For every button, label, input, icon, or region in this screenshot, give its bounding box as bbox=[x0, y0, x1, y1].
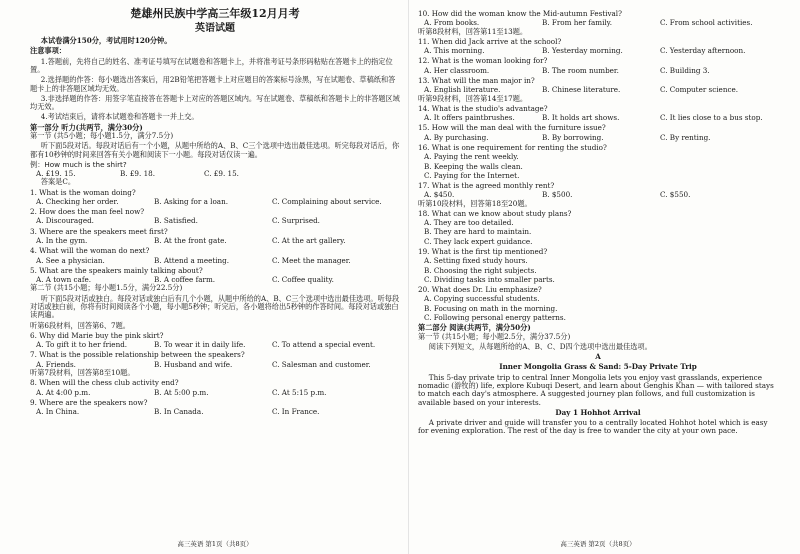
option: C. Complaining about service. bbox=[272, 196, 382, 206]
option: A. In China. bbox=[36, 407, 80, 417]
question-text: 8. When will the chess club activity end? bbox=[30, 378, 179, 388]
question-text: 2. How does the man feel now? bbox=[30, 207, 145, 217]
options-row bbox=[36, 341, 400, 349]
option: B. The room number. bbox=[542, 65, 619, 75]
options-row bbox=[424, 114, 778, 122]
question-text: 18. What can we know about study plans? bbox=[418, 208, 572, 218]
option: B. Choosing the right subjects. bbox=[424, 265, 537, 275]
question-text: 16. What is one requirement for renting the studio? bbox=[418, 142, 607, 152]
option: B. Focusing on math in the morning. bbox=[424, 303, 558, 313]
option: A. A town cafe. bbox=[36, 275, 92, 285]
options-stack bbox=[418, 257, 778, 284]
option: A. English literature. bbox=[424, 85, 501, 95]
options-row bbox=[36, 217, 400, 225]
option: C. £9. 15. bbox=[204, 169, 239, 179]
question-text: 6. Why did Marie buy the pink skirt? bbox=[30, 330, 164, 340]
options-row bbox=[36, 257, 400, 265]
option: B. In Canada. bbox=[154, 407, 204, 417]
exam-title: 楚雄州民族中学高三年级12月月考 bbox=[130, 7, 300, 20]
option: C. From school activities. bbox=[660, 18, 753, 28]
options-row bbox=[36, 237, 400, 245]
option: B. Keeping the walls clean. bbox=[424, 161, 523, 171]
option: A. From books. bbox=[424, 18, 480, 28]
option: A. It offers paintbrushes. bbox=[424, 113, 515, 123]
option: B. $500. bbox=[542, 190, 573, 200]
option: A. Paying the rent weekly. bbox=[424, 152, 519, 162]
question-text: 9. Where are the speakers now? bbox=[30, 397, 148, 407]
option: A. Discouraged. bbox=[36, 216, 94, 226]
option: A. $450. bbox=[424, 190, 455, 200]
option: C. Computer science. bbox=[660, 85, 739, 95]
option: B. Husband and wife. bbox=[154, 359, 233, 369]
page-footer: 高三英语 第1页（共8页） bbox=[177, 539, 253, 548]
day1-title: Day 1 Hohhot Arrival bbox=[555, 407, 641, 417]
option: B. From her family. bbox=[542, 18, 613, 28]
options-row bbox=[424, 47, 778, 55]
option: A. This morning. bbox=[424, 46, 485, 56]
right-page bbox=[418, 0, 778, 554]
option: C. It lies close to a bus stop. bbox=[660, 113, 763, 123]
option: A. To gift it to her friend. bbox=[36, 340, 128, 350]
reading-section1-desc: 阅读下列短文，从每题所给的A、B、C、D四个选项中选出最佳选项。 bbox=[428, 341, 652, 351]
option: C. In France. bbox=[272, 407, 320, 417]
material-label: 听第9段材料，回答第14至17题。 bbox=[418, 93, 528, 103]
page-divider bbox=[408, 0, 409, 554]
option: B. Asking for a loan. bbox=[154, 196, 229, 206]
part1-heading: 第一部分 听力(共两节，满分30分) bbox=[30, 122, 143, 132]
option: C. Surprised. bbox=[272, 216, 320, 226]
section2-heading: 第二节 (共15小题；每小题1.5分，满分22.5分) bbox=[30, 283, 183, 293]
option: B. Chinese literature. bbox=[542, 85, 621, 95]
option: C. By renting. bbox=[660, 132, 711, 142]
options-row bbox=[36, 389, 400, 397]
passage-paragraph: This 5-day private trip to central Inner Mongolia lets you enjoy vast grasslands, experience nomadic (游牧的) life, explore Kubuqi Desert, and learn about Genghis Khan — with tailored stays to match each day's atmosphere. A suggested journey plan follows, and full customization is available based on your interests. bbox=[418, 372, 774, 407]
question-text: 12. What is the woman looking for? bbox=[418, 56, 548, 66]
question-text: 4. What will the woman do next? bbox=[30, 246, 150, 256]
option: C. Building 3. bbox=[660, 65, 710, 75]
part2-heading: 第二部分 阅读(共两节，满分50分) bbox=[418, 323, 531, 333]
options-row bbox=[424, 67, 778, 75]
option: A. Copying successful students. bbox=[424, 294, 540, 304]
left-page bbox=[30, 0, 400, 554]
option: B. A coffee farm. bbox=[154, 275, 216, 285]
question-text: 19. What is the first tip mentioned? bbox=[418, 247, 548, 257]
option: B. Yesterday morning. bbox=[542, 46, 623, 56]
section1-heading: 第一节 (共5小题；每小题1.5分，满分7.5分) bbox=[30, 130, 174, 140]
passage-title: Inner Mongolia Grass & Sand: 5-Day Private Trip bbox=[499, 362, 697, 372]
notes-label: 注意事项： bbox=[30, 46, 66, 56]
option: C. At the art gallery. bbox=[272, 236, 346, 246]
note-item: 2.选择题的作答：每小题选出答案后，用2B铅笔把答题卡上对应题目的答案标号涂黑，写在试题卷、草稿纸和答题卡上的非答题区域均无效。 bbox=[30, 75, 396, 93]
option: A. Setting fixed study hours. bbox=[424, 256, 528, 266]
exam-intro: 本试卷满分150分，考试用时120分钟。 bbox=[40, 36, 172, 46]
section2-desc: 听下面5段对话或独白。每段对话或独白后有几个小题，从题中所给的A、B、C三个选项中选出最佳选项。听每段对话或独白前，你将有时间阅读各个小题，每小题5秒钟；听完后，各小题将给出5秒钟的作答时间。每段对话或独白读两遍。 bbox=[30, 293, 400, 320]
option: C. They lack expert guidance. bbox=[424, 236, 533, 246]
option: B. £9. 18. bbox=[120, 169, 155, 179]
question-block bbox=[30, 189, 400, 285]
option: C. Meet the manager. bbox=[272, 255, 351, 265]
options-stack bbox=[418, 295, 778, 322]
option: A. Checking her order. bbox=[36, 196, 119, 206]
option: C. To attend a special event. bbox=[272, 340, 376, 350]
question-text: 1. What is the woman doing? bbox=[30, 187, 136, 197]
options-row bbox=[36, 198, 400, 206]
option: C. Dividing tasks into smaller parts. bbox=[424, 274, 555, 284]
option: B. Attend a meeting. bbox=[154, 255, 230, 265]
option: A. By purchasing. bbox=[424, 132, 489, 142]
options-row bbox=[424, 134, 778, 142]
material-label: 听第10段材料，回答第18至20题。 bbox=[418, 198, 532, 208]
page-footer: 高三英语 第2页（共8页） bbox=[560, 539, 636, 548]
question-text: 20. What does Dr. Liu emphasize? bbox=[418, 285, 542, 295]
example-question: 例：How much is the shirt? bbox=[30, 159, 127, 169]
material-label: 听第8段材料，回答第11至13题。 bbox=[418, 26, 528, 36]
option: C. Coffee quality. bbox=[272, 275, 334, 285]
question-text: 15. How will the man deal with the furniture issue? bbox=[418, 123, 606, 133]
question-text: 17. What is the agreed monthly rent? bbox=[418, 181, 555, 191]
option: A. Her classroom. bbox=[424, 65, 490, 75]
option: B. At 5:00 p.m. bbox=[154, 387, 209, 397]
question-text: 3. Where are the speakers meet first? bbox=[30, 226, 168, 236]
option: C. Following personal energy patterns. bbox=[424, 313, 566, 322]
material-label: 听第6段材料，回答第6、7题。 bbox=[30, 320, 130, 330]
option: B. It holds art shows. bbox=[542, 113, 620, 123]
example-options bbox=[36, 170, 400, 178]
note-item: 1.答题前，先将自己的姓名、准考证号填写在试题卷和答题卡上，并将准考证号条形码粘贴在答题卡上的指定位置。 bbox=[30, 56, 393, 74]
option: B. Satisfied. bbox=[154, 216, 198, 226]
reading-section1-heading: 第一节 (共15小题；每小题2.5分，满分37.5分) bbox=[418, 331, 571, 341]
day1-text: A private driver and guide will transfer you to a centrally located Hohhot hotel which is easy for evening exploration. The rest of the day is free to wander the city at your own pace. bbox=[418, 418, 768, 436]
options-stack bbox=[418, 153, 778, 180]
option: B. To wear it in daily life. bbox=[154, 340, 246, 350]
option: A. See a physician. bbox=[36, 255, 105, 265]
option: C. Salesman and customer. bbox=[272, 359, 371, 369]
option: C. Yesterday afternoon. bbox=[660, 46, 746, 56]
option: B. They are hard to maintain. bbox=[424, 227, 532, 237]
option: C. At 5:15 p.m. bbox=[272, 387, 327, 397]
option: B. By borrowing. bbox=[542, 132, 604, 142]
option: A. At 4:00 p.m. bbox=[36, 387, 91, 397]
question-text: 13. What will the man major in? bbox=[418, 75, 535, 85]
option: A. They are too detailed. bbox=[424, 218, 514, 228]
question-text: 10. How did the woman know the Mid-autumn Festival? bbox=[418, 9, 622, 18]
section1-desc: 听下面5段对话。每段对话后有一个小题，从题中所给的A、B、C三个选项中选出最佳选项。听完每段对话后，你都有10秒钟的时间来回答有关小题和阅读下一小题。每段对话仅读一遍。 bbox=[30, 141, 400, 159]
question-text: 7. What is the possible relationship between the speakers? bbox=[30, 350, 245, 360]
passage-letter: A bbox=[595, 352, 601, 362]
question-text: 5. What are the speakers mainly talking about? bbox=[30, 265, 203, 275]
note-item: 3.非选择题的作答：用签字笔直接答在答题卡上对应的答题区域内。写在试题卷、草稿纸和答题卡上的非答题区域均无效。 bbox=[30, 93, 400, 112]
options-row bbox=[36, 408, 400, 416]
option: C. Paying for the Internet. bbox=[424, 170, 520, 180]
option: A. £19. 15. bbox=[36, 169, 76, 179]
option: C. $550. bbox=[660, 190, 691, 200]
question-text: 11. When did Jack arrive at the school? bbox=[418, 36, 562, 46]
example-answer: 答案是C。 bbox=[40, 177, 76, 187]
option: A. Friends. bbox=[36, 359, 76, 369]
question-text: 14. What is the studio's advantage? bbox=[418, 103, 548, 113]
material-label: 听第7段材料，回答第8至10题。 bbox=[30, 367, 135, 377]
note-item: 4.考试结束后，请将本试题卷和答题卡一并上交。 bbox=[40, 112, 199, 122]
option: B. At the front gate. bbox=[154, 236, 227, 246]
exam-subtitle: 英语试题 bbox=[195, 22, 235, 34]
options-stack bbox=[418, 219, 778, 246]
option: A. In the gym. bbox=[36, 236, 88, 246]
